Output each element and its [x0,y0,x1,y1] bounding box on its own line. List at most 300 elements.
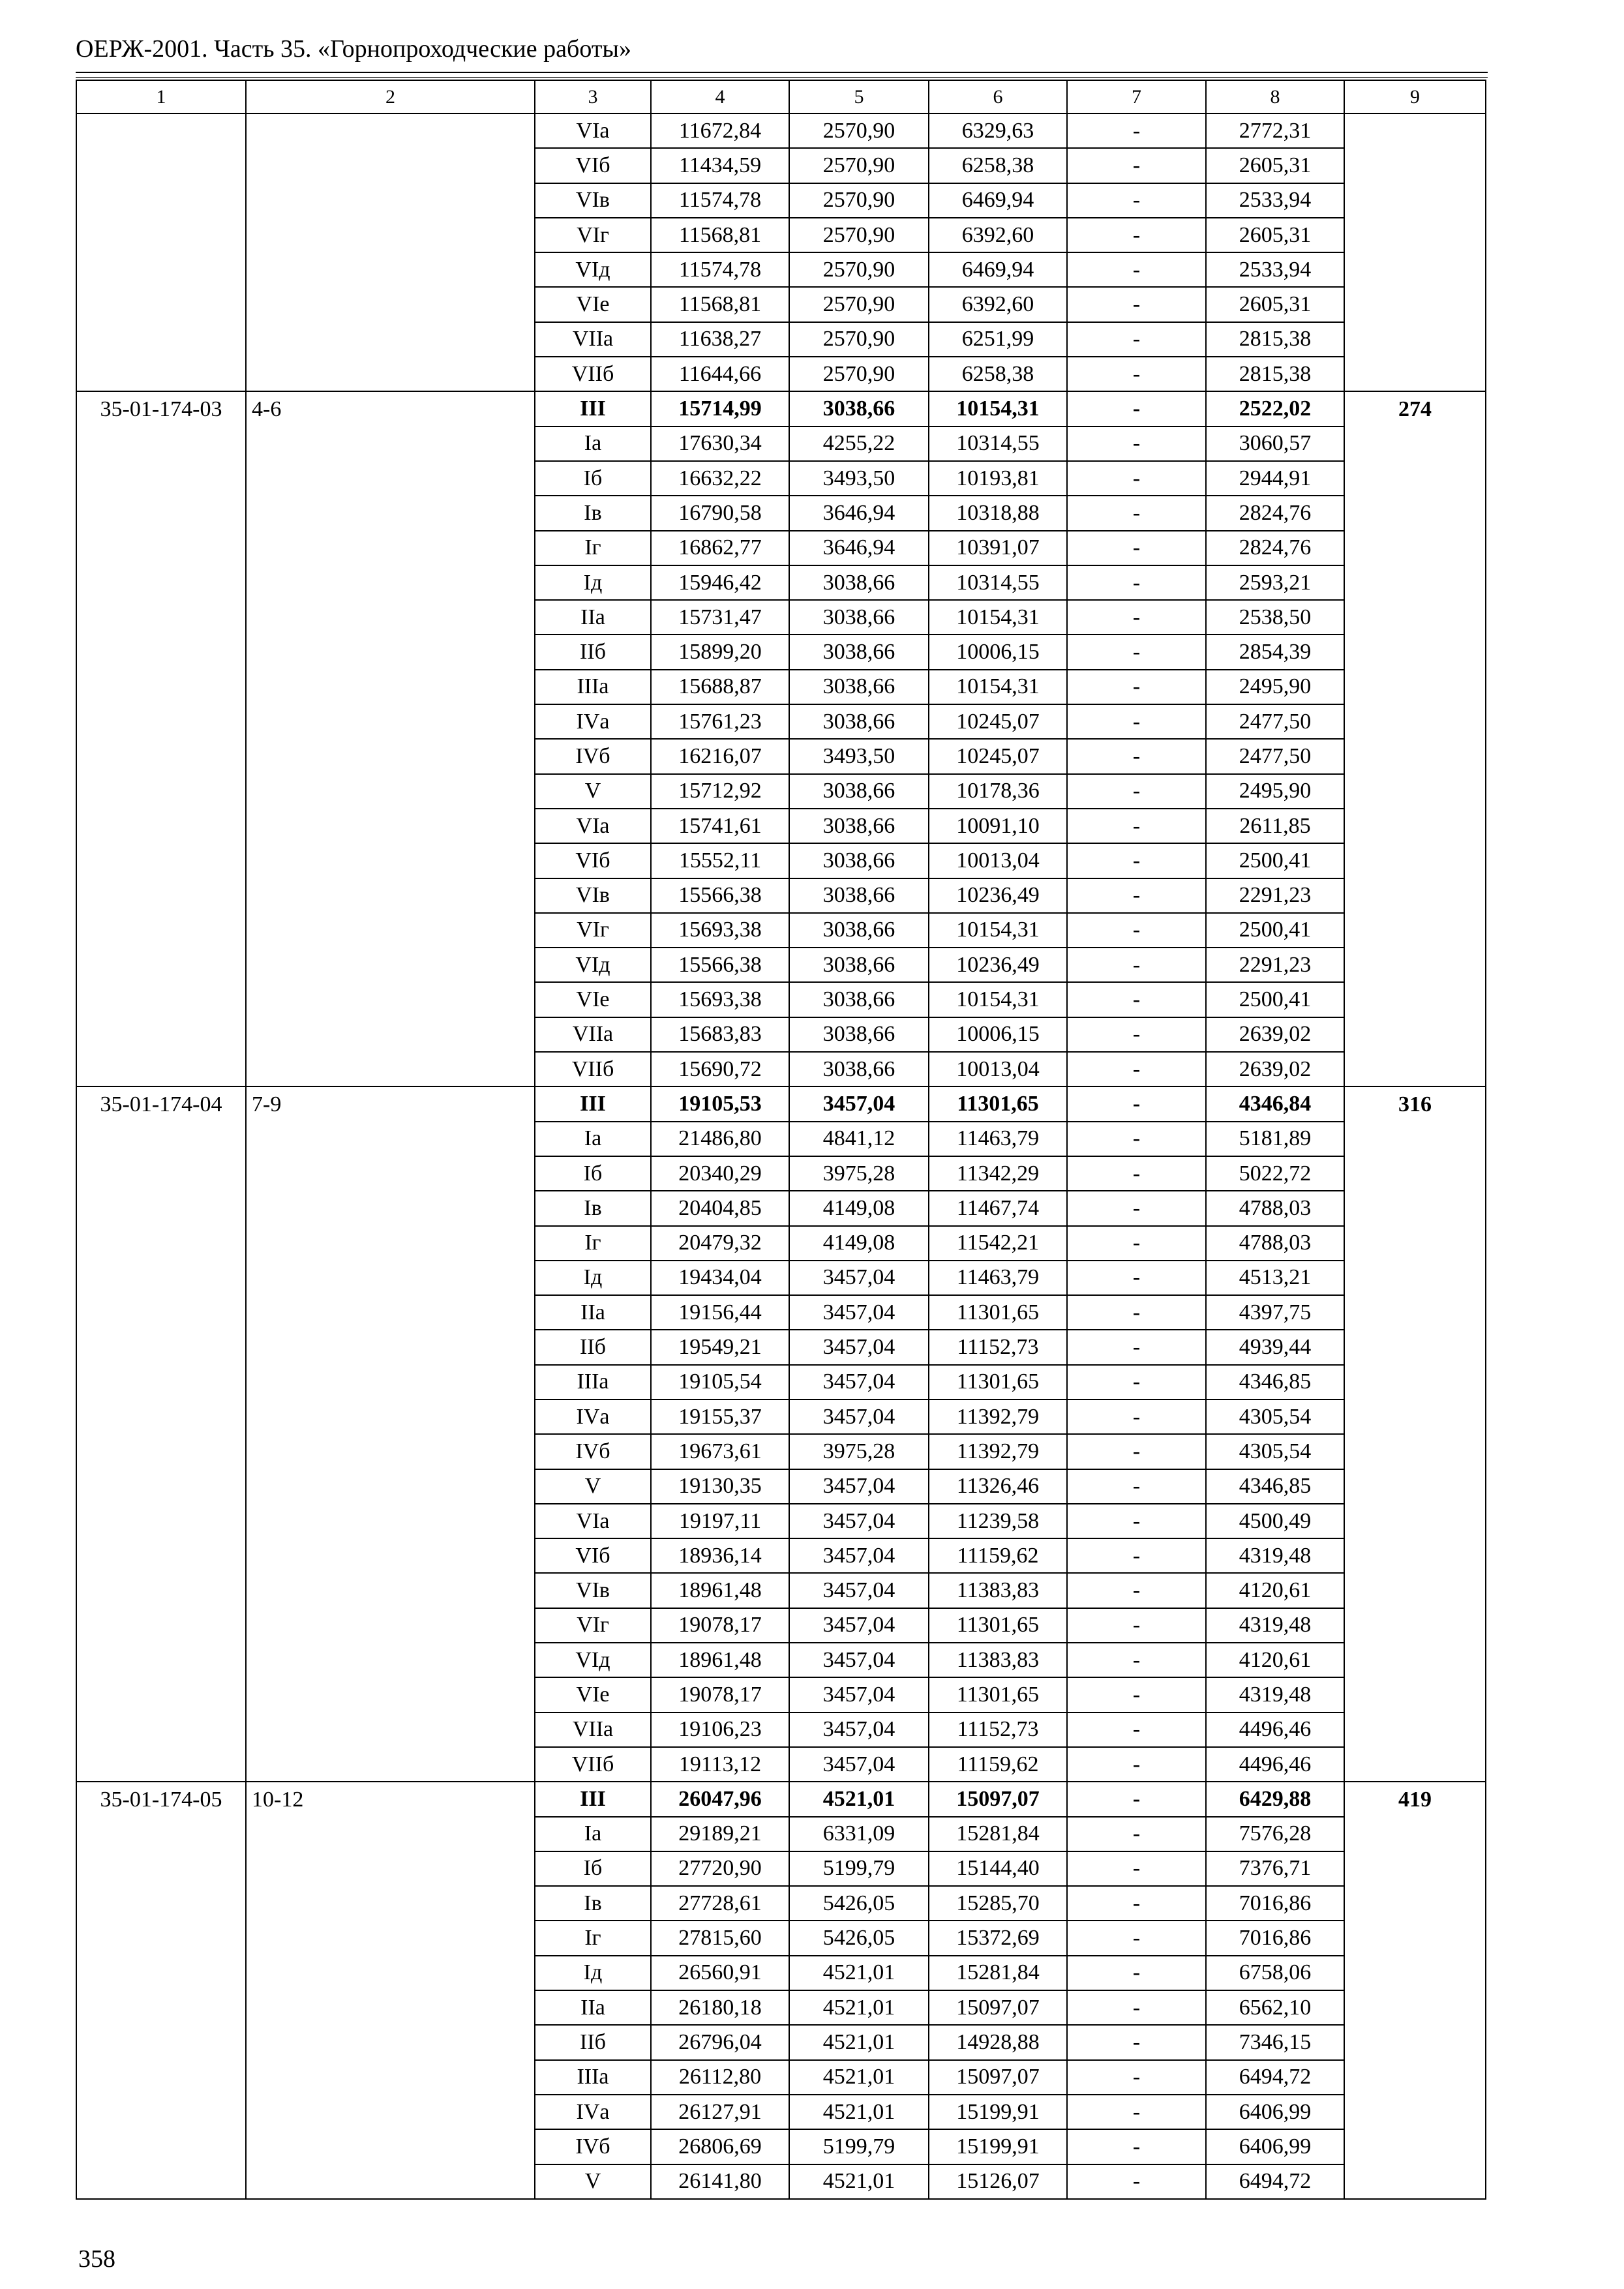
value-cell: - [1067,739,1206,773]
value-cell: 2605,31 [1206,218,1344,252]
category-cell: VIг [535,1608,651,1643]
value-cell: 2500,41 [1206,913,1344,948]
value-cell: 10154,31 [929,391,1067,426]
value-cell: 10236,49 [929,878,1067,913]
value-cell: - [1067,1330,1206,1364]
value-cell: 15731,47 [651,600,789,635]
value-cell: 10391,07 [929,531,1067,565]
value-cell: 4120,61 [1206,1643,1344,1677]
value-cell: 15144,40 [929,1851,1067,1886]
value-cell: 3646,94 [789,531,929,565]
value-cell: 2815,38 [1206,322,1344,357]
value-cell: 2495,90 [1206,774,1344,809]
value-cell: - [1067,1573,1206,1608]
category-cell: IIб [535,2025,651,2059]
value-cell: 7016,86 [1206,1921,1344,1955]
value-cell: - [1067,1817,1206,1851]
value-cell: 6392,60 [929,287,1067,322]
column-number: 7 [1067,80,1206,113]
value-cell: 11342,29 [929,1156,1067,1191]
value-cell: 3038,66 [789,982,929,1017]
value-cell: - [1067,809,1206,843]
category-cell: VIе [535,287,651,322]
value-cell: 3038,66 [789,565,929,600]
rate-code-cell: 35-01-174-04 [76,1086,246,1782]
value-cell: 11644,66 [651,357,789,391]
value-cell: 4346,85 [1206,1469,1344,1504]
category-cell: VIIа [535,1713,651,1747]
category-cell: Iа [535,1122,651,1156]
value-cell: - [1067,426,1206,461]
value-cell: 20479,32 [651,1226,789,1261]
category-cell: IIа [535,1990,651,2025]
value-cell: - [1067,1295,1206,1330]
value-cell: 6406,99 [1206,2095,1344,2129]
value-cell: - [1067,2164,1206,2199]
value-cell: 11638,27 [651,322,789,357]
value-cell: - [1067,357,1206,391]
value-cell: 19078,17 [651,1677,789,1712]
category-cell: III [535,391,651,426]
value-cell: 19113,12 [651,1747,789,1782]
value-cell: 2570,90 [789,322,929,357]
value-cell: 7376,71 [1206,1851,1344,1886]
value-cell: 4521,01 [789,2095,929,2129]
value-cell: 10013,04 [929,843,1067,878]
value-cell: 3457,04 [789,1643,929,1677]
table-row [76,391,1486,426]
value-cell: 11568,81 [651,287,789,322]
value-cell: 3038,66 [789,600,929,635]
value-cell: 10154,31 [929,670,1067,704]
category-cell: Iд [535,1956,651,1990]
value-cell: 15688,87 [651,670,789,704]
value-cell: - [1067,1399,1206,1434]
value-cell: 4521,01 [789,1782,929,1816]
value-cell: 4521,01 [789,1956,929,1990]
value-cell: 15946,42 [651,565,789,600]
value-cell: 11152,73 [929,1330,1067,1364]
value-cell: 19673,61 [651,1434,789,1469]
rate-code-cell: 35-01-174-05 [76,1782,246,2199]
value-cell: 15566,38 [651,878,789,913]
value-cell: 2570,90 [789,218,929,252]
value-cell: 10236,49 [929,948,1067,982]
value-cell: 3493,50 [789,461,929,496]
header-rule-thick [76,72,1488,73]
category-cell: III [535,1086,651,1121]
category-cell: IVа [535,1399,651,1434]
value-cell: 2593,21 [1206,565,1344,600]
value-cell: 15097,07 [929,2060,1067,2095]
value-cell: 3457,04 [789,1608,929,1643]
value-cell: 10245,07 [929,704,1067,739]
value-cell: 4496,46 [1206,1747,1344,1782]
value-cell: - [1067,1156,1206,1191]
value-cell: 4841,12 [789,1122,929,1156]
category-cell: IVб [535,1434,651,1469]
value-cell: - [1067,635,1206,669]
col9-cell: 316 [1344,1086,1486,1782]
value-cell: 11383,83 [929,1573,1067,1608]
category-cell: IVб [535,739,651,773]
category-cell: VIе [535,982,651,1017]
value-cell: 5022,72 [1206,1156,1344,1191]
value-cell: 2495,90 [1206,670,1344,704]
value-cell: - [1067,218,1206,252]
column-number: 2 [246,80,535,113]
value-cell: - [1067,2129,1206,2164]
value-cell: 16216,07 [651,739,789,773]
value-cell: 2570,90 [789,287,929,322]
category-cell: Iа [535,1817,651,1851]
value-cell: 10091,10 [929,809,1067,843]
table-row [76,1782,1486,1816]
value-cell: 2533,94 [1206,183,1344,218]
value-cell: 19155,37 [651,1399,789,1434]
value-cell: 11568,81 [651,218,789,252]
rate-code-cell [76,113,246,391]
value-cell: 10314,55 [929,565,1067,600]
value-cell: - [1067,1886,1206,1921]
category-cell: IIа [535,600,651,635]
value-cell: 2291,23 [1206,948,1344,982]
value-cell: 6562,10 [1206,1990,1344,2025]
value-cell: - [1067,461,1206,496]
category-cell: V [535,2164,651,2199]
value-cell: 15281,84 [929,1956,1067,1990]
value-cell: 27728,61 [651,1886,789,1921]
value-cell: - [1067,2025,1206,2059]
value-cell: 15097,07 [929,1782,1067,1816]
value-cell: 11434,59 [651,148,789,183]
value-cell: 11574,78 [651,183,789,218]
value-cell: 7576,28 [1206,1817,1344,1851]
category-cell: VIд [535,252,651,287]
value-cell: 19105,53 [651,1086,789,1121]
value-cell: 4788,03 [1206,1226,1344,1261]
value-cell: 29189,21 [651,1817,789,1851]
value-cell: - [1067,322,1206,357]
value-cell: 10154,31 [929,982,1067,1017]
value-cell: 15199,91 [929,2095,1067,2129]
value-cell: 5199,79 [789,2129,929,2164]
value-cell: - [1067,774,1206,809]
value-cell: 26806,69 [651,2129,789,2164]
col9-cell: 419 [1344,1782,1486,2199]
value-cell: 2854,39 [1206,635,1344,669]
value-cell: 3038,66 [789,391,929,426]
value-cell: 6251,99 [929,322,1067,357]
value-cell: 15281,84 [929,1817,1067,1851]
value-cell: 10193,81 [929,461,1067,496]
category-cell: Iд [535,565,651,600]
value-cell: 15693,38 [651,913,789,948]
value-cell: 15683,83 [651,1017,789,1052]
value-cell: - [1067,1538,1206,1573]
value-cell: 11463,79 [929,1261,1067,1295]
value-cell: 15690,72 [651,1052,789,1086]
column-number: 3 [535,80,651,113]
value-cell: 3457,04 [789,1677,929,1712]
value-cell: 3038,66 [789,809,929,843]
value-cell: 3038,66 [789,843,929,878]
category-cell: Iд [535,1261,651,1295]
category-cell: VIIб [535,1747,651,1782]
value-cell: - [1067,1956,1206,1990]
value-cell: 2500,41 [1206,843,1344,878]
category-cell: Iв [535,1886,651,1921]
category-cell: V [535,1469,651,1504]
column-number: 8 [1206,80,1344,113]
page-number: 358 [78,2245,115,2273]
value-cell: 11159,62 [929,1538,1067,1573]
value-cell: 3646,94 [789,496,929,530]
value-cell: 19156,44 [651,1295,789,1330]
value-cell: 3975,28 [789,1434,929,1469]
header-rule-thin [76,77,1488,78]
value-cell: 19130,35 [651,1469,789,1504]
value-cell: - [1067,1122,1206,1156]
category-cell: VIв [535,183,651,218]
value-cell: 3457,04 [789,1399,929,1434]
col9-cell: 274 [1344,391,1486,1086]
category-cell: VIа [535,113,651,148]
category-cell: VIIб [535,357,651,391]
value-cell: 11672,84 [651,113,789,148]
category-cell: VIб [535,843,651,878]
category-cell: VIг [535,913,651,948]
category-cell: Iг [535,1921,651,1955]
value-cell: 19106,23 [651,1713,789,1747]
value-cell: 3038,66 [789,1052,929,1086]
value-cell: 2570,90 [789,113,929,148]
value-cell: 2611,85 [1206,809,1344,843]
value-cell: 4521,01 [789,2164,929,2199]
value-cell: 19197,11 [651,1504,789,1538]
value-cell: - [1067,1921,1206,1955]
value-cell: 3975,28 [789,1156,929,1191]
value-cell: 3493,50 [789,739,929,773]
value-cell: 4788,03 [1206,1191,1344,1225]
value-cell: 17630,34 [651,426,789,461]
value-cell: 6406,99 [1206,2129,1344,2164]
value-cell: 3457,04 [789,1295,929,1330]
value-cell: 3457,04 [789,1469,929,1504]
value-cell: 2522,02 [1206,391,1344,426]
value-cell: 2824,76 [1206,531,1344,565]
value-cell: 3457,04 [789,1504,929,1538]
value-cell: 11392,79 [929,1399,1067,1434]
value-cell: 19105,54 [651,1365,789,1399]
value-cell: 15741,61 [651,809,789,843]
value-cell: 19078,17 [651,1608,789,1643]
value-cell: 3457,04 [789,1573,929,1608]
value-cell: 4496,46 [1206,1713,1344,1747]
value-cell: 6258,38 [929,148,1067,183]
value-cell: 4319,48 [1206,1608,1344,1643]
value-cell: 26560,91 [651,1956,789,1990]
value-cell: 3038,66 [789,1017,929,1052]
value-cell: 27815,60 [651,1921,789,1955]
value-cell: - [1067,531,1206,565]
value-cell: 18961,48 [651,1573,789,1608]
category-cell: IIIа [535,2060,651,2095]
value-cell: 15285,70 [929,1886,1067,1921]
value-cell: 3038,66 [789,670,929,704]
value-cell: 11301,65 [929,1608,1067,1643]
column-number: 1 [76,80,246,113]
category-cell: IIб [535,1330,651,1364]
value-cell: 10245,07 [929,739,1067,773]
value-cell: 15761,23 [651,704,789,739]
category-cell: VIIа [535,1017,651,1052]
value-cell: 4305,54 [1206,1434,1344,1469]
value-cell: 15372,69 [929,1921,1067,1955]
value-cell: - [1067,1226,1206,1261]
value-cell: 15552,11 [651,843,789,878]
category-cell: Iб [535,1851,651,1886]
category-cell: VIе [535,1677,651,1712]
value-cell: - [1067,1434,1206,1469]
category-cell: IIIа [535,1365,651,1399]
range-cell [246,113,535,391]
value-cell: 2815,38 [1206,357,1344,391]
category-cell: IVа [535,704,651,739]
value-cell: 2291,23 [1206,878,1344,913]
value-cell: 4939,44 [1206,1330,1344,1364]
value-cell: 2533,94 [1206,252,1344,287]
value-cell: - [1067,948,1206,982]
value-cell: - [1067,913,1206,948]
value-cell: - [1067,878,1206,913]
value-cell: 26141,80 [651,2164,789,2199]
value-cell: 3038,66 [789,774,929,809]
value-cell: 11467,74 [929,1191,1067,1225]
value-cell: - [1067,2060,1206,2095]
value-cell: 15199,91 [929,2129,1067,2164]
value-cell: - [1067,148,1206,183]
value-cell: 10318,88 [929,496,1067,530]
value-cell: 6494,72 [1206,2164,1344,2199]
value-cell: 5181,89 [1206,1122,1344,1156]
value-cell: 15714,99 [651,391,789,426]
value-cell: 15693,38 [651,982,789,1017]
value-cell: 26047,96 [651,1782,789,1816]
value-cell: 4346,84 [1206,1086,1344,1121]
category-cell: VIIб [535,1052,651,1086]
value-cell: 6329,63 [929,113,1067,148]
value-cell: - [1067,1261,1206,1295]
value-cell: 6258,38 [929,357,1067,391]
value-cell: 3457,04 [789,1086,929,1121]
value-cell: 26796,04 [651,2025,789,2059]
value-cell: 11542,21 [929,1226,1067,1261]
value-cell: 7346,15 [1206,2025,1344,2059]
value-cell: 5199,79 [789,1851,929,1886]
category-cell: IVа [535,2095,651,2129]
value-cell: 2570,90 [789,357,929,391]
value-cell: 26112,80 [651,2060,789,2095]
column-number: 9 [1344,80,1486,113]
rate-code-cell: 35-01-174-03 [76,391,246,1086]
value-cell: 15899,20 [651,635,789,669]
category-cell: VIв [535,878,651,913]
category-cell: Iг [535,531,651,565]
category-cell: VIд [535,948,651,982]
table-row [76,1086,1486,1121]
value-cell: - [1067,1643,1206,1677]
range-cell: 10-12 [246,1782,535,2199]
value-cell: 6469,94 [929,183,1067,218]
value-cell: - [1067,496,1206,530]
column-number: 6 [929,80,1067,113]
value-cell: 18936,14 [651,1538,789,1573]
value-cell: 19549,21 [651,1330,789,1364]
value-cell: 2605,31 [1206,287,1344,322]
value-cell: 4305,54 [1206,1399,1344,1434]
value-cell: 11159,62 [929,1747,1067,1782]
value-cell: 4500,49 [1206,1504,1344,1538]
value-cell: 11463,79 [929,1122,1067,1156]
category-cell: VIд [535,1643,651,1677]
value-cell: - [1067,982,1206,1017]
category-cell: VIа [535,809,651,843]
value-cell: 4319,48 [1206,1677,1344,1712]
value-cell: 15097,07 [929,1990,1067,2025]
value-cell: 2944,91 [1206,461,1344,496]
value-cell: 10178,36 [929,774,1067,809]
category-cell: Iб [535,1156,651,1191]
value-cell: 11152,73 [929,1713,1067,1747]
value-cell: - [1067,1052,1206,1086]
category-cell: IIIа [535,670,651,704]
value-cell: 3038,66 [789,704,929,739]
value-cell: 11301,65 [929,1365,1067,1399]
value-cell: - [1067,565,1206,600]
value-cell: - [1067,1713,1206,1747]
value-cell: - [1067,287,1206,322]
category-cell: VIг [535,218,651,252]
value-cell: 15712,92 [651,774,789,809]
value-cell: 2570,90 [789,183,929,218]
category-cell: IIа [535,1295,651,1330]
value-cell: 2538,50 [1206,600,1344,635]
value-cell: 6392,60 [929,218,1067,252]
table-row [76,113,1486,148]
value-cell: - [1067,1017,1206,1052]
value-cell: 2477,50 [1206,704,1344,739]
value-cell: 11574,78 [651,252,789,287]
value-cell: 2772,31 [1206,113,1344,148]
category-cell: Iв [535,1191,651,1225]
value-cell: 14928,88 [929,2025,1067,2059]
category-cell: VIб [535,1538,651,1573]
category-cell: IVб [535,2129,651,2164]
value-cell: 11392,79 [929,1434,1067,1469]
value-cell: 6494,72 [1206,2060,1344,2095]
value-cell: 11301,65 [929,1677,1067,1712]
value-cell: 16632,22 [651,461,789,496]
value-cell: 3457,04 [789,1538,929,1573]
value-cell: 10006,15 [929,1017,1067,1052]
category-cell: III [535,1782,651,1816]
category-cell: Iг [535,1226,651,1261]
value-cell: - [1067,391,1206,426]
value-cell: 2500,41 [1206,982,1344,1017]
value-cell: - [1067,600,1206,635]
value-cell: 2477,50 [1206,739,1344,773]
